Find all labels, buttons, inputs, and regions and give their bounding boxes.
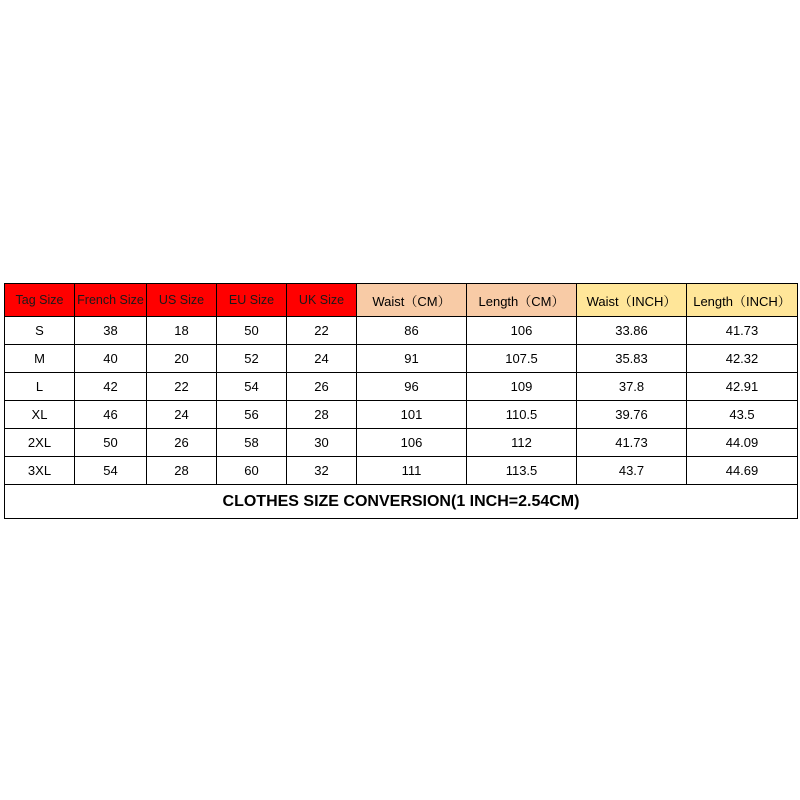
table-cell: 28: [147, 457, 217, 485]
table-cell: 44.69: [687, 457, 798, 485]
table-row: [5, 401, 798, 429]
table-cell: 28: [287, 401, 357, 429]
table-cell: 86: [357, 317, 467, 345]
table-cell: L: [5, 373, 75, 401]
size-chart: [4, 283, 797, 519]
table-cell: 112: [467, 429, 577, 457]
table-cell: 42: [75, 373, 147, 401]
table-cell: 41.73: [577, 429, 687, 457]
header-tag-size: Tag Size: [5, 284, 75, 317]
table-cell: 43.5: [687, 401, 798, 429]
table-row: [5, 373, 798, 401]
table-cell: 2XL: [5, 429, 75, 457]
table-cell: 106: [467, 317, 577, 345]
table-cell: S: [5, 317, 75, 345]
table-cell: 30: [287, 429, 357, 457]
table-cell: 109: [467, 373, 577, 401]
table-cell: 111: [357, 457, 467, 485]
table-cell: 24: [287, 345, 357, 373]
table-cell: 37.8: [577, 373, 687, 401]
header-eu-size: EU Size: [217, 284, 287, 317]
table-cell: 26: [287, 373, 357, 401]
table-cell: 32: [287, 457, 357, 485]
table-cell: 113.5: [467, 457, 577, 485]
table-cell: 35.83: [577, 345, 687, 373]
table-cell: 44.09: [687, 429, 798, 457]
table-row: [5, 317, 798, 345]
table-cell: 3XL: [5, 457, 75, 485]
table-cell: 54: [75, 457, 147, 485]
table-cell: 20: [147, 345, 217, 373]
table-row: [5, 429, 798, 457]
header-us-size: US Size: [147, 284, 217, 317]
table-cell: 26: [147, 429, 217, 457]
header-length-cm: Length（CM）: [467, 284, 577, 317]
table-cell: 39.76: [577, 401, 687, 429]
table-cell: 42.91: [687, 373, 798, 401]
table-cell: 42.32: [687, 345, 798, 373]
table-cell: 50: [217, 317, 287, 345]
table-cell: 91: [357, 345, 467, 373]
table-cell: 107.5: [467, 345, 577, 373]
header-waist-inch: Waist（INCH）: [577, 284, 687, 317]
table-cell: 56: [217, 401, 287, 429]
table-cell: 60: [217, 457, 287, 485]
table-cell: 106: [357, 429, 467, 457]
table-row: [5, 457, 798, 485]
table-cell: 33.86: [577, 317, 687, 345]
header-uk-size: UK Size: [287, 284, 357, 317]
header-row: [5, 284, 798, 317]
table-cell: 101: [357, 401, 467, 429]
size-conversion-table: [4, 283, 798, 519]
table-cell: 24: [147, 401, 217, 429]
table-cell: 40: [75, 345, 147, 373]
table-cell: 96: [357, 373, 467, 401]
table-cell: 50: [75, 429, 147, 457]
caption-row: [5, 485, 798, 519]
table-cell: 58: [217, 429, 287, 457]
table-cell: 52: [217, 345, 287, 373]
table-cell: 38: [75, 317, 147, 345]
table-cell: 43.7: [577, 457, 687, 485]
table-row: [5, 345, 798, 373]
table-caption: CLOTHES SIZE CONVERSION(1 INCH=2.54CM): [5, 485, 798, 519]
table-cell: 110.5: [467, 401, 577, 429]
table-cell: 46: [75, 401, 147, 429]
header-length-inch: Length（INCH）: [687, 284, 798, 317]
table-cell: M: [5, 345, 75, 373]
header-french-size: French Size: [75, 284, 147, 317]
table-cell: XL: [5, 401, 75, 429]
table-cell: 22: [147, 373, 217, 401]
table-cell: 54: [217, 373, 287, 401]
header-waist-cm: Waist（CM）: [357, 284, 467, 317]
table-cell: 41.73: [687, 317, 798, 345]
table-cell: 18: [147, 317, 217, 345]
table-cell: 22: [287, 317, 357, 345]
